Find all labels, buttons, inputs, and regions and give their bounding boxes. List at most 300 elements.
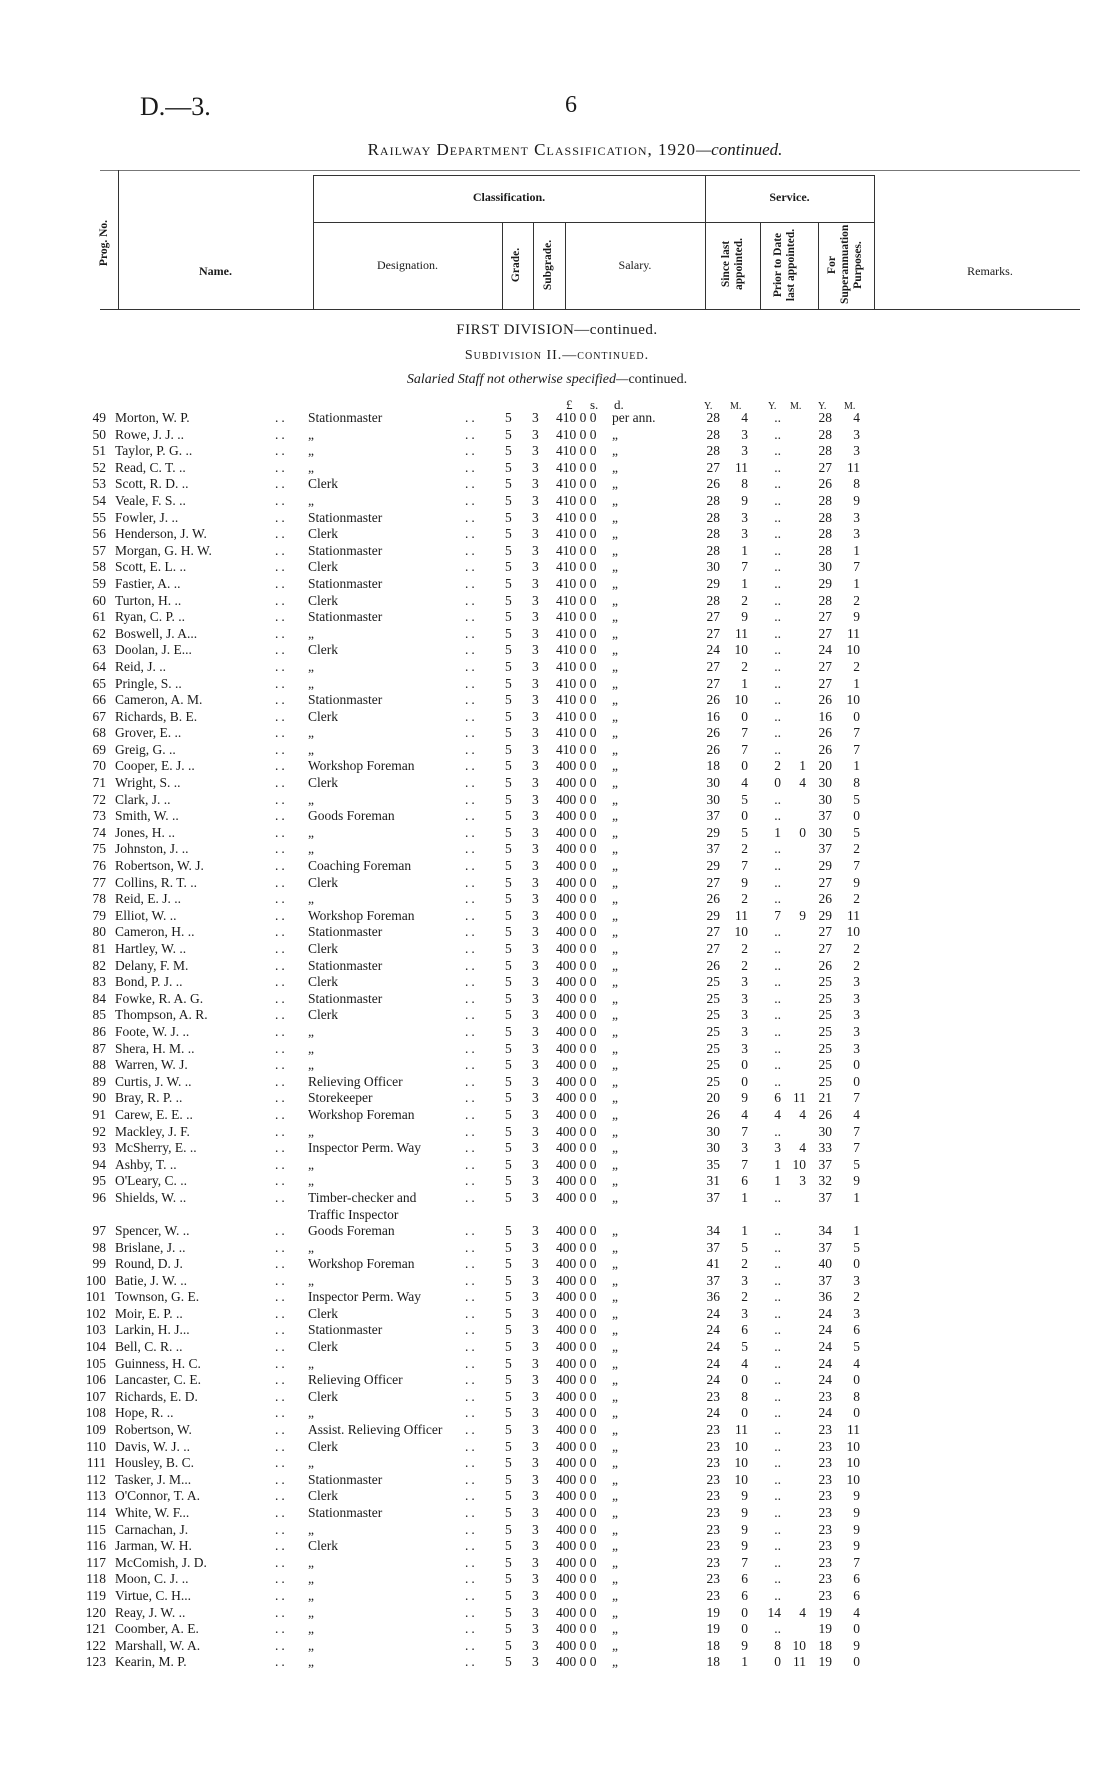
- subgrade-cell: 3: [532, 658, 539, 674]
- salary-cell: 400 0 0: [556, 1339, 597, 1355]
- prog-no-cell: 57: [92, 542, 106, 558]
- prior-years-cell: ..: [774, 675, 781, 691]
- super-months-cell: 1: [853, 675, 860, 691]
- salary-period-cell: „: [612, 1322, 618, 1338]
- leader-dots: ..: [465, 1654, 478, 1670]
- since-years-cell: 25: [706, 1023, 720, 1039]
- super-months-cell: 9: [853, 1521, 860, 1537]
- table-row: [0, 659, 1114, 676]
- prior-years-cell: ..: [774, 459, 781, 475]
- salary-period-cell: „: [612, 509, 618, 525]
- since-months-cell: 2: [741, 841, 748, 857]
- leader-dots: ..: [465, 841, 478, 857]
- leader-dots: ..: [465, 1455, 478, 1471]
- prog-no-cell: 84: [92, 990, 106, 1006]
- super-months-cell: 8: [853, 775, 860, 791]
- super-years-cell: 30: [818, 824, 832, 840]
- super-years-cell: 25: [818, 1007, 832, 1023]
- leader-dots: ..: [465, 542, 478, 558]
- since-years-cell: 27: [706, 874, 720, 890]
- salary-cell: 400 0 0: [556, 808, 597, 824]
- since-years-cell: 20: [706, 1090, 720, 1106]
- table-row: [0, 1605, 1114, 1622]
- designation-cell: Coaching Foreman: [308, 858, 412, 874]
- prior-years-cell: ..: [774, 592, 781, 608]
- grade-cell: 5: [505, 1156, 512, 1172]
- salary-period-cell: „: [612, 1471, 618, 1487]
- salary-period-cell: „: [612, 1438, 618, 1454]
- grade-cell: 5: [505, 1173, 512, 1189]
- leader-dots: ..: [465, 1538, 478, 1554]
- since-months-cell: 9: [741, 1637, 748, 1653]
- salary-period-cell: „: [612, 858, 618, 874]
- subgrade-cell: 3: [532, 1637, 539, 1653]
- leader-dots: ..: [465, 1637, 478, 1653]
- name-cell: Scott, E. L. ..: [115, 559, 187, 575]
- prog-no-cell: 105: [85, 1355, 106, 1371]
- super-years-cell: 27: [818, 924, 832, 940]
- designation-cell: Timber-checker and Traffic Inspector: [308, 1189, 417, 1222]
- unit-y1: Y.: [704, 401, 713, 412]
- prog-no-cell: 72: [92, 791, 106, 807]
- leader-dots: ..: [465, 1339, 478, 1355]
- since-years-cell: 28: [706, 526, 720, 542]
- salary-cell: 400 0 0: [556, 1305, 597, 1321]
- super-years-cell: 26: [818, 891, 832, 907]
- since-months-cell: 9: [741, 1505, 748, 1520]
- salary-cell: 400 0 0: [556, 1040, 597, 1056]
- name-cell: McSherry, E. ..: [115, 1140, 197, 1156]
- name-cell: Boswell, J. A...: [115, 625, 198, 641]
- grade-cell: 5: [505, 1289, 512, 1305]
- since-months-cell: 9: [741, 874, 748, 890]
- prior-years-cell: 3: [774, 1140, 781, 1156]
- leader-dots: ..: [465, 426, 478, 442]
- designation-cell: „: [308, 791, 314, 807]
- name-cell: Foote, W. J. ..: [115, 1023, 190, 1039]
- prior-years-cell: ..: [774, 924, 781, 940]
- designation-cell: „: [308, 1604, 314, 1620]
- leader-dots: ..: [465, 1554, 478, 1570]
- since-years-cell: 28: [706, 592, 720, 608]
- designation-cell: Inspector Perm. Way: [308, 1289, 422, 1305]
- table-row: [0, 1472, 1114, 1489]
- table-row: [0, 1588, 1114, 1605]
- subgrade-cell: 3: [532, 426, 539, 442]
- designation-cell: Clerk: [308, 941, 338, 956]
- since-years-cell: 23: [706, 1438, 720, 1454]
- since-months-cell: 10: [734, 642, 748, 658]
- since-years-cell: 29: [706, 824, 720, 840]
- super-months-cell: 11: [847, 459, 860, 475]
- leader-dots: ..: [275, 1571, 288, 1587]
- since-months-cell: 1: [741, 1222, 748, 1238]
- table-row: [0, 1173, 1114, 1190]
- designation-cell: Goods Foreman: [308, 1222, 395, 1238]
- table-row: [0, 875, 1114, 892]
- leader-dots: ..: [275, 990, 288, 1006]
- grade-cell: 5: [505, 1604, 512, 1620]
- prog-no-cell: 104: [85, 1339, 106, 1355]
- leader-dots: ..: [275, 1339, 288, 1355]
- grade-cell: 5: [505, 874, 512, 890]
- subgrade-cell: 3: [532, 1488, 539, 1504]
- prog-no-cell: 93: [92, 1140, 106, 1156]
- leader-dots: ..: [465, 1023, 478, 1039]
- designation-cell: Stationmaster: [308, 410, 383, 425]
- designation-cell: „: [308, 1654, 314, 1670]
- grade-cell: 5: [505, 824, 512, 840]
- name-cell: Cameron, A. M.: [115, 692, 203, 708]
- designation-cell: Clerk: [308, 476, 338, 492]
- salary-period-cell: „: [612, 775, 618, 791]
- since-months-cell: 6: [741, 1571, 748, 1587]
- unit-m2: M.: [790, 401, 802, 412]
- salary-cell: 410 0 0: [556, 625, 597, 641]
- super-years-cell: 26: [818, 741, 832, 757]
- super-years-cell: 27: [818, 874, 832, 890]
- prog-no-cell: 103: [85, 1322, 106, 1338]
- table-row: [0, 1240, 1114, 1257]
- prior-years-cell: ..: [774, 1073, 781, 1089]
- prior-years-cell: ..: [774, 1222, 781, 1238]
- prog-no-cell: 115: [86, 1521, 106, 1537]
- grade-cell: 5: [505, 1073, 512, 1089]
- grade-cell: 5: [505, 609, 512, 625]
- subgrade-cell: 3: [532, 874, 539, 890]
- prog-no-cell: 110: [86, 1438, 106, 1454]
- super-years-cell: 26: [818, 692, 832, 708]
- salary-cell: 400 0 0: [556, 1405, 597, 1421]
- salary-cell: 400 0 0: [556, 1256, 597, 1272]
- since-months-cell: 3: [741, 526, 748, 542]
- grade-cell: 5: [505, 1106, 512, 1122]
- prog-no-cell: 61: [92, 609, 106, 625]
- table-row: [0, 808, 1114, 825]
- prog-no-cell: 74: [92, 824, 106, 840]
- designation-cell: Clerk: [308, 642, 338, 658]
- prog-no-cell: 116: [86, 1538, 106, 1554]
- super-months-cell: 7: [853, 725, 860, 741]
- since-years-cell: 23: [706, 1488, 720, 1504]
- leader-dots: ..: [275, 775, 288, 791]
- designation-cell: „: [308, 1023, 314, 1039]
- prog-no-cell: 53: [92, 476, 106, 492]
- super-years-cell: 37: [818, 1239, 832, 1255]
- prior-months-cell: 9: [799, 907, 806, 923]
- designation-cell: Clerk: [308, 1388, 338, 1404]
- prog-no-cell: 88: [92, 1057, 106, 1073]
- name-cell: Spencer, W. ..: [115, 1222, 190, 1238]
- super-years-cell: 19: [818, 1621, 832, 1637]
- salary-cell: 410 0 0: [556, 708, 597, 724]
- salary-cell: 410 0 0: [556, 675, 597, 691]
- since-months-cell: 6: [741, 1322, 748, 1338]
- super-years-cell: 28: [818, 426, 832, 442]
- prior-years-cell: ..: [774, 625, 781, 641]
- since-months-cell: 9: [741, 609, 748, 625]
- designation-cell: „: [308, 658, 314, 674]
- designation-cell: Clerk: [308, 1339, 338, 1355]
- salary-period-cell: „: [612, 758, 618, 774]
- name-cell: Turton, H. ..: [115, 592, 182, 608]
- salary-period-cell: „: [612, 1106, 618, 1122]
- superannuation-header: For Superannuation Purposes.: [826, 224, 864, 304]
- prior-years-cell: ..: [774, 1305, 781, 1321]
- salary-cell: 410 0 0: [556, 692, 597, 708]
- prog-no-cell: 78: [92, 891, 106, 907]
- since-months-cell: 5: [741, 1239, 748, 1255]
- salary-period-cell: „: [612, 1604, 618, 1620]
- since-years-cell: 24: [706, 1355, 720, 1371]
- prog-no-cell: 113: [86, 1488, 106, 1504]
- subgrade-cell: 3: [532, 592, 539, 608]
- salary-cell: 400 0 0: [556, 1571, 597, 1587]
- prior-years-cell: ..: [774, 1621, 781, 1637]
- salary-header: Salary.: [618, 258, 652, 272]
- leader-dots: ..: [275, 476, 288, 492]
- prog-no-cell: 54: [92, 492, 106, 508]
- salary-cell: 400 0 0: [556, 874, 597, 890]
- leader-dots: ..: [465, 791, 478, 807]
- designation-cell: „: [308, 1637, 314, 1653]
- leader-dots: ..: [465, 1355, 478, 1371]
- leader-dots: ..: [275, 1488, 288, 1504]
- prior-years-cell: ..: [774, 609, 781, 625]
- table-row: [0, 576, 1114, 593]
- since-years-cell: 29: [706, 575, 720, 591]
- name-cell: Robertson, W.: [115, 1422, 192, 1438]
- super-years-cell: 23: [818, 1587, 832, 1603]
- subgrade-cell: 3: [532, 907, 539, 923]
- salary-period-cell: „: [612, 1372, 618, 1388]
- subgrade-cell: 3: [532, 775, 539, 791]
- table-row: [0, 742, 1114, 759]
- leader-dots: ..: [465, 1140, 478, 1156]
- name-cell: Thompson, A. R.: [115, 1007, 208, 1023]
- prior-years-cell: ..: [774, 1355, 781, 1371]
- prog-no-cell: 59: [92, 575, 106, 591]
- table-row: [0, 1372, 1114, 1389]
- leader-dots: ..: [465, 1587, 478, 1603]
- since-months-cell: 10: [734, 1471, 748, 1487]
- salary-cell: 400 0 0: [556, 891, 597, 907]
- salary-period-cell: „: [612, 1637, 618, 1653]
- salary-period-cell: „: [612, 1007, 618, 1023]
- salary-cell: 400 0 0: [556, 1637, 597, 1653]
- subgrade-cell: 3: [532, 1189, 539, 1205]
- prior-months-cell: 4: [799, 775, 806, 791]
- grade-cell: 5: [505, 708, 512, 724]
- since-months-cell: 3: [741, 426, 748, 442]
- designation-cell: „: [308, 824, 314, 840]
- table-row: [0, 1505, 1114, 1522]
- table-row: [0, 1256, 1114, 1273]
- super-years-cell: 23: [818, 1505, 832, 1520]
- name-cell: Morgan, G. H. W.: [115, 542, 212, 558]
- leader-dots: ..: [465, 1189, 478, 1205]
- salary-period-cell: „: [612, 1455, 618, 1471]
- salary-cell: 400 0 0: [556, 1388, 597, 1404]
- subgrade-cell: 3: [532, 1571, 539, 1587]
- super-months-cell: 9: [853, 1637, 860, 1653]
- super-months-cell: 0: [853, 1256, 860, 1272]
- since-months-cell: 11: [735, 459, 748, 475]
- leader-dots: ..: [275, 891, 288, 907]
- prog-no-header: Prog. No.: [98, 219, 110, 267]
- super-months-cell: 0: [853, 1621, 860, 1637]
- grade-cell: 5: [505, 559, 512, 575]
- leader-dots: ..: [465, 758, 478, 774]
- leader-dots: ..: [275, 924, 288, 940]
- salary-period-cell: „: [612, 708, 618, 724]
- name-cell: Rowe, J. J. ..: [115, 426, 185, 442]
- prior-months-cell: 10: [792, 1156, 806, 1172]
- since-years-cell: 24: [706, 1305, 720, 1321]
- since-months-cell: 2: [741, 957, 748, 973]
- since-years-cell: 27: [706, 658, 720, 674]
- designation-cell: „: [308, 426, 314, 442]
- grade-cell: 5: [505, 1637, 512, 1653]
- grade-cell: 5: [505, 990, 512, 1006]
- table-row: [0, 1638, 1114, 1655]
- leader-dots: ..: [275, 1272, 288, 1288]
- super-months-cell: 11: [847, 625, 860, 641]
- super-years-cell: 21: [818, 1090, 832, 1106]
- prog-no-cell: 63: [92, 642, 106, 658]
- name-cell: Fastier, A. ..: [115, 575, 181, 591]
- super-months-cell: 3: [853, 426, 860, 442]
- designation-cell: Assist. Relieving Officer: [308, 1422, 443, 1438]
- prog-no-cell: 102: [85, 1305, 106, 1321]
- subgrade-cell: 3: [532, 1604, 539, 1620]
- table-row: [0, 858, 1114, 875]
- super-months-cell: 7: [853, 1554, 860, 1570]
- super-years-cell: 28: [818, 526, 832, 542]
- salary-period-cell: „: [612, 642, 618, 658]
- super-years-cell: 19: [818, 1604, 832, 1620]
- grade-cell: 5: [505, 459, 512, 475]
- prog-no-cell: 65: [92, 675, 106, 691]
- table-row: [0, 1190, 1114, 1223]
- remarks-header: Remarks.: [967, 264, 1013, 278]
- grade-cell: 5: [505, 410, 512, 425]
- salary-period-cell: „: [612, 1621, 618, 1637]
- prog-no-cell: 111: [86, 1455, 106, 1471]
- salary-period-cell: „: [612, 1023, 618, 1039]
- grade-cell: 5: [505, 741, 512, 757]
- designation-cell: Workshop Foreman: [308, 1256, 415, 1272]
- prog-no-cell: 92: [92, 1123, 106, 1139]
- grade-cell: 5: [505, 625, 512, 641]
- leader-dots: ..: [465, 1007, 478, 1023]
- salary-period-cell: „: [612, 1521, 618, 1537]
- super-months-cell: 11: [847, 907, 860, 923]
- super-months-cell: 2: [853, 941, 860, 956]
- table-row: [0, 775, 1114, 792]
- super-months-cell: 4: [853, 1355, 860, 1371]
- since-months-cell: 4: [741, 775, 748, 791]
- salary-period-cell: „: [612, 1422, 618, 1438]
- leader-dots: ..: [465, 526, 478, 542]
- grade-cell: 5: [505, 1090, 512, 1106]
- leader-dots: ..: [275, 1289, 288, 1305]
- since-months-cell: 4: [741, 1355, 748, 1371]
- leader-dots: ..: [275, 592, 288, 608]
- since-months-cell: 1: [741, 542, 748, 558]
- grade-cell: 5: [505, 1007, 512, 1023]
- super-years-cell: 37: [818, 1189, 832, 1205]
- leader-dots: ..: [465, 1173, 478, 1189]
- name-cell: Tasker, J. M...: [115, 1471, 192, 1487]
- leader-dots: ..: [465, 891, 478, 907]
- since-years-cell: 37: [706, 808, 720, 824]
- grade-cell: 5: [505, 1355, 512, 1371]
- since-years-cell: 25: [706, 1057, 720, 1073]
- super-years-cell: 32: [818, 1173, 832, 1189]
- name-cell: Bond, P. J. ..: [115, 974, 183, 990]
- super-months-cell: 5: [853, 824, 860, 840]
- super-years-cell: 24: [818, 1405, 832, 1421]
- leader-dots: ..: [465, 941, 478, 956]
- designation-cell: Clerk: [308, 592, 338, 608]
- salary-period-cell: „: [612, 1239, 618, 1255]
- since-months-cell: 2: [741, 1289, 748, 1305]
- leader-dots: ..: [465, 658, 478, 674]
- name-cell: Davis, W. J. ..: [115, 1438, 191, 1454]
- salary-period-cell: „: [612, 1571, 618, 1587]
- designation-cell: „: [308, 1405, 314, 1421]
- table-row: [0, 841, 1114, 858]
- since-years-cell: 26: [706, 957, 720, 973]
- subgrade-cell: 3: [532, 1222, 539, 1238]
- since-months-cell: 8: [741, 1388, 748, 1404]
- since-years-cell: 37: [706, 1189, 720, 1205]
- since-months-cell: 0: [741, 1405, 748, 1421]
- since-months-cell: 7: [741, 858, 748, 874]
- subgrade-cell: 3: [532, 1405, 539, 1421]
- subgrade-cell: 3: [532, 1471, 539, 1487]
- table-row: [0, 1024, 1114, 1041]
- leader-dots: ..: [465, 1571, 478, 1587]
- leader-dots: ..: [275, 410, 288, 425]
- leader-dots: ..: [465, 1057, 478, 1073]
- grade-cell: 5: [505, 775, 512, 791]
- subgrade-cell: 3: [532, 1438, 539, 1454]
- subgrade-cell: 3: [532, 476, 539, 492]
- leader-dots: ..: [275, 1422, 288, 1438]
- prior-years-cell: ..: [774, 1272, 781, 1288]
- designation-cell: Clerk: [308, 1538, 338, 1554]
- name-cell: Lancaster, C. E.: [115, 1372, 202, 1388]
- table-row: [0, 1090, 1114, 1107]
- leader-dots: ..: [465, 874, 478, 890]
- prior-years-cell: ..: [774, 1521, 781, 1537]
- grade-cell: 5: [505, 974, 512, 990]
- title-main: Railway Department Classification, 1920: [367, 140, 697, 159]
- salary-cell: 410 0 0: [556, 426, 597, 442]
- since-months-cell: 5: [741, 1339, 748, 1355]
- grade-cell: 5: [505, 1339, 512, 1355]
- grade-cell: 5: [505, 1140, 512, 1156]
- super-months-cell: 4: [853, 1106, 860, 1122]
- leader-dots: ..: [465, 957, 478, 973]
- name-cell: Kearin, M. P.: [115, 1654, 187, 1670]
- prior-months-cell: 4: [799, 1106, 806, 1122]
- grade-cell: 5: [505, 841, 512, 857]
- prog-no-cell: 68: [92, 725, 106, 741]
- salary-cell: 400 0 0: [556, 1322, 597, 1338]
